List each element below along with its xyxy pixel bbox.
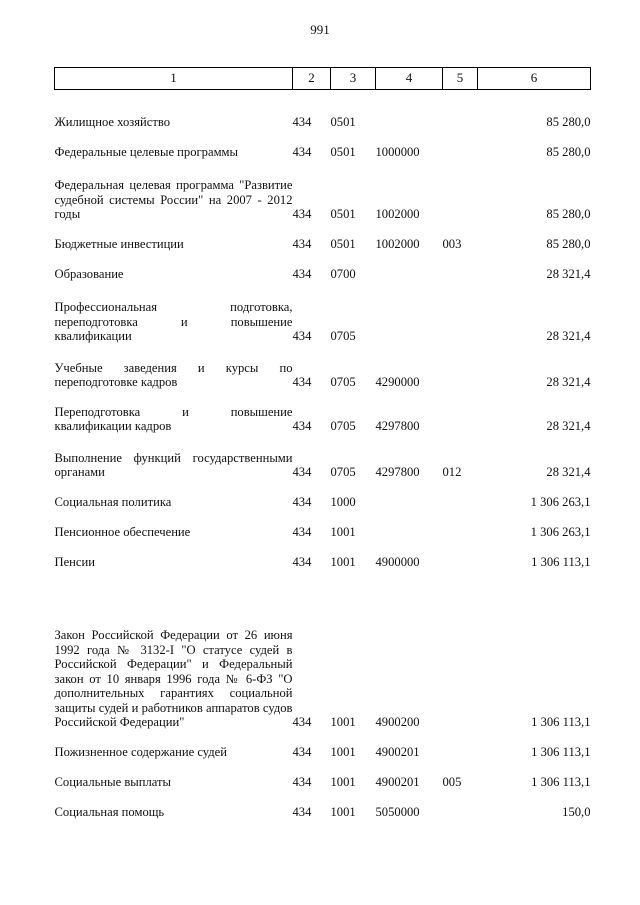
- table-row: [55, 222, 591, 252]
- row-name: Пожизненное содержание судей: [54, 745, 227, 759]
- row-col5: [443, 570, 478, 730]
- table-row: [55, 570, 591, 730]
- row-col4: 1000000: [375, 145, 420, 159]
- row-col3: 0700: [330, 267, 356, 281]
- column-header-5: 5: [443, 68, 478, 90]
- row-col3: 1001: [330, 745, 356, 759]
- row-name: Образование: [54, 267, 124, 281]
- row-col2: 434: [292, 419, 312, 433]
- table-row: [55, 510, 591, 540]
- column-header-4: 4: [376, 68, 443, 90]
- row-col6: 85 280,0: [546, 237, 591, 251]
- row-name: Социальная политика: [54, 495, 172, 509]
- row-col3: 1001: [330, 715, 356, 729]
- row-col2: 434: [292, 115, 312, 129]
- row-col6: 1 306 263,1: [530, 495, 591, 509]
- row-col3: 1001: [330, 805, 356, 819]
- row-col5: 003: [442, 237, 462, 251]
- row-col5: [443, 90, 478, 130]
- row-col4: 4290000: [375, 375, 420, 389]
- table-row: [55, 344, 591, 390]
- row-col2: 434: [292, 207, 312, 221]
- table-row: [55, 434, 591, 480]
- row-col6: 28 321,4: [546, 375, 591, 389]
- column-header-1: 1: [55, 68, 293, 90]
- row-col2: 434: [292, 329, 312, 343]
- row-col5: [443, 344, 478, 390]
- row-col5: [443, 160, 478, 222]
- column-header-3: 3: [331, 68, 376, 90]
- row-col5: 005: [442, 775, 462, 789]
- row-col4: 1002000: [375, 237, 420, 251]
- row-col4: [376, 480, 443, 510]
- page-number: 991: [310, 22, 330, 37]
- row-col5: [443, 480, 478, 510]
- row-col6: 28 321,4: [546, 465, 591, 479]
- budget-table: [54, 67, 591, 820]
- row-col3: 0705: [330, 465, 356, 479]
- row-col3: 0705: [330, 419, 356, 433]
- row-name: Федеральная целевая программа "Развитие судебной системы России" на 2007 - 2012 годы: [54, 178, 293, 221]
- row-col2: 434: [292, 775, 312, 789]
- table-row: [55, 282, 591, 344]
- row-col4: 4297800: [375, 419, 420, 433]
- row-col3: 0705: [330, 329, 356, 343]
- row-name: Переподготовка и повышение квалификации кадров: [54, 404, 293, 433]
- row-col6: 85 280,0: [546, 115, 591, 129]
- row-col2: 434: [292, 525, 312, 539]
- row-col6: 28 321,4: [546, 267, 591, 281]
- row-col3: 0705: [330, 375, 356, 389]
- row-name: Закон Российской Федерации от 26 июня 1992 года № 3132-I "О статусе судей в Российской Федерации" и Федеральный закон от 10 января 1996 года № 6-ФЗ "О дополнительных гарантиях социальной защиты судей и работников аппаратов судов Российской Федерации": [54, 628, 293, 729]
- row-col5: [443, 130, 478, 160]
- row-col3: 1001: [330, 555, 356, 569]
- row-col3: 1000: [330, 495, 356, 509]
- row-col2: 434: [292, 145, 312, 159]
- row-col6: 1 306 113,1: [531, 555, 591, 569]
- row-col2: 434: [292, 465, 312, 479]
- row-col6: 85 280,0: [546, 207, 591, 221]
- row-col2: 434: [292, 555, 312, 569]
- row-col2: 434: [292, 267, 312, 281]
- row-col3: 0501: [330, 115, 356, 129]
- row-name: Профессиональная подготовка, переподготовка и повышение квалификации: [54, 300, 293, 343]
- row-col5: 012: [442, 465, 462, 479]
- row-col4: 4900200: [375, 715, 420, 729]
- column-header-2: 2: [293, 68, 331, 90]
- row-col6: 150,0: [562, 805, 591, 819]
- row-col3: 1001: [330, 525, 356, 539]
- table-row: [55, 480, 591, 510]
- row-col2: 434: [292, 495, 312, 509]
- row-col3: 0501: [330, 237, 356, 251]
- row-col4: 1002000: [375, 207, 420, 221]
- row-col6: 28 321,4: [546, 329, 591, 343]
- row-col5: [443, 510, 478, 540]
- row-col3: 0501: [330, 145, 356, 159]
- row-name: Федеральные целевые программы: [54, 145, 238, 159]
- row-col2: 434: [292, 237, 312, 251]
- row-col6: 28 321,4: [546, 419, 591, 433]
- row-col4: [376, 282, 443, 344]
- row-col6: 1 306 113,1: [531, 715, 591, 729]
- table-row: [55, 252, 591, 282]
- row-col4: 5050000: [375, 805, 420, 819]
- table-row: [55, 790, 591, 820]
- table-row: [55, 730, 591, 760]
- row-col5: [443, 282, 478, 344]
- row-col6: 1 306 113,1: [531, 745, 591, 759]
- table-row: [55, 390, 591, 434]
- row-name: Жилищное хозяйство: [54, 115, 171, 129]
- table-row: [55, 760, 591, 790]
- row-col2: 434: [292, 745, 312, 759]
- table-row: [55, 130, 591, 160]
- row-col3: 1001: [330, 775, 356, 789]
- row-col2: 434: [292, 715, 312, 729]
- row-col5: [443, 252, 478, 282]
- table-header-row: [55, 68, 591, 90]
- row-name: Выполнение функций государственными органами: [54, 450, 293, 479]
- table-row: [55, 160, 591, 222]
- row-col5: [443, 730, 478, 760]
- row-col4: [376, 252, 443, 282]
- row-name: Социальные выплаты: [54, 775, 172, 789]
- row-col2: 434: [292, 375, 312, 389]
- row-col5: [443, 540, 478, 570]
- row-col3: 0501: [330, 207, 356, 221]
- row-name: Бюджетные инвестиции: [54, 237, 184, 251]
- row-name: Пенсии: [54, 555, 95, 569]
- row-name: Социальная помощь: [54, 805, 165, 819]
- row-col4: 4900201: [375, 775, 420, 789]
- row-col4: 4900000: [375, 555, 420, 569]
- row-col6: 1 306 113,1: [531, 775, 591, 789]
- row-name: Пенсионное обеспечение: [54, 525, 191, 539]
- row-name: Учебные заведения и курсы по переподготовке кадров: [54, 360, 293, 389]
- row-col4: [376, 510, 443, 540]
- row-col6: 85 280,0: [546, 145, 591, 159]
- row-col2: 434: [292, 805, 312, 819]
- row-col6: 1 306 263,1: [530, 525, 591, 539]
- row-col4: 4297800: [375, 465, 420, 479]
- row-col4: [376, 90, 443, 130]
- table-row: [55, 540, 591, 570]
- row-col4: 4900201: [375, 745, 420, 759]
- column-header-6: 6: [478, 68, 591, 90]
- row-col5: [443, 390, 478, 434]
- table-row: [55, 90, 591, 130]
- row-col5: [443, 790, 478, 820]
